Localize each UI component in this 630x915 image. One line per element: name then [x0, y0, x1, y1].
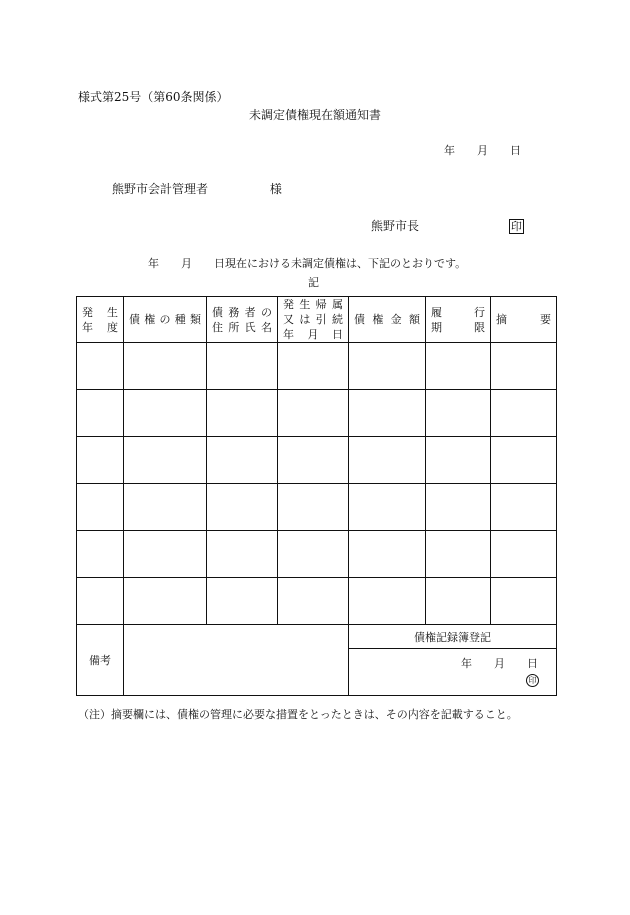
ki-label: 記: [308, 276, 319, 289]
table-cell[interactable]: [124, 578, 207, 625]
table-cell[interactable]: [426, 437, 491, 484]
table-cell[interactable]: [491, 484, 557, 531]
table-cell[interactable]: [207, 343, 278, 390]
table-row: [77, 531, 557, 578]
table-cell[interactable]: [77, 578, 124, 625]
sender-seal: 印: [510, 220, 522, 233]
table-cell[interactable]: [278, 390, 349, 437]
addressee: [112, 180, 282, 197]
table-cell[interactable]: [124, 437, 207, 484]
table-cell[interactable]: [349, 390, 426, 437]
table-cell[interactable]: [278, 531, 349, 578]
table-cell[interactable]: [491, 343, 557, 390]
table-cell[interactable]: [349, 343, 426, 390]
table-row: [77, 437, 557, 484]
footnote: （注）摘要欄には、債権の管理に必要な措置をとったときは、その内容を記載すること。: [78, 708, 518, 721]
table-cell[interactable]: [124, 484, 207, 531]
form-number: 様式第25号（第60条関係）: [78, 90, 229, 104]
header-year: 発 生 年 度: [77, 297, 124, 343]
table-cell[interactable]: [491, 390, 557, 437]
document-title: 未調定債権現在額通知書: [249, 108, 382, 122]
register-date: 年 月 日: [461, 657, 538, 670]
table-cell[interactable]: [278, 437, 349, 484]
table-cell[interactable]: [349, 578, 426, 625]
table-cell[interactable]: [207, 578, 278, 625]
header-origin: 発生帰属 又は引続 年 月 日: [278, 297, 349, 343]
table-cell[interactable]: [491, 437, 557, 484]
table-cell[interactable]: [278, 343, 349, 390]
table-row: [77, 343, 557, 390]
sender-name: 熊野市長: [371, 219, 420, 233]
register-seal: 印: [526, 674, 539, 687]
receivables-table: [76, 296, 557, 696]
table-cell[interactable]: [124, 343, 207, 390]
header-debtor: 債務者の 住所氏名: [207, 297, 278, 343]
header-amount: 債権金額: [349, 297, 426, 343]
table-cell[interactable]: [207, 437, 278, 484]
table-cell[interactable]: [77, 343, 124, 390]
table-cell[interactable]: [278, 578, 349, 625]
table-cell[interactable]: [124, 390, 207, 437]
addressee-honorific: 様: [269, 182, 282, 196]
table-cell[interactable]: [426, 343, 491, 390]
table-cell[interactable]: [426, 484, 491, 531]
table-header-row: [77, 297, 557, 343]
table-cell[interactable]: [124, 531, 207, 578]
table-cell[interactable]: [278, 484, 349, 531]
table-row: [77, 484, 557, 531]
table-cell[interactable]: [426, 390, 491, 437]
table-cell[interactable]: [77, 390, 124, 437]
table-cell[interactable]: [77, 437, 124, 484]
table-cell[interactable]: [349, 484, 426, 531]
table-cell[interactable]: [349, 531, 426, 578]
table-cell[interactable]: [207, 531, 278, 578]
notes-row: [77, 625, 557, 649]
addressee-name: 熊野市会計管理者: [112, 182, 209, 196]
header-kind: 債権の種類: [124, 297, 207, 343]
table-cell[interactable]: [207, 390, 278, 437]
table-row: [77, 578, 557, 625]
table-cell[interactable]: [349, 437, 426, 484]
table-cell[interactable]: [77, 484, 124, 531]
register-date-cell: [349, 649, 557, 696]
notes-label: 備考: [77, 625, 124, 696]
table-cell[interactable]: [491, 578, 557, 625]
header-remarks: 摘 要: [491, 297, 557, 343]
intro-text: 年 月 日現在における未調定債権は、下記のとおりです。: [148, 257, 467, 270]
table-cell[interactable]: [491, 531, 557, 578]
notes-field[interactable]: [124, 625, 349, 696]
table-cell[interactable]: [77, 531, 124, 578]
table-cell[interactable]: [207, 484, 278, 531]
table-row: [77, 390, 557, 437]
sender-block: [371, 217, 524, 234]
table-cell[interactable]: [426, 531, 491, 578]
register-label: 債権記録簿登記: [349, 625, 557, 649]
table-cell[interactable]: [426, 578, 491, 625]
document-date: 年 月 日: [444, 144, 521, 157]
header-term: 履 行 期 限: [426, 297, 491, 343]
